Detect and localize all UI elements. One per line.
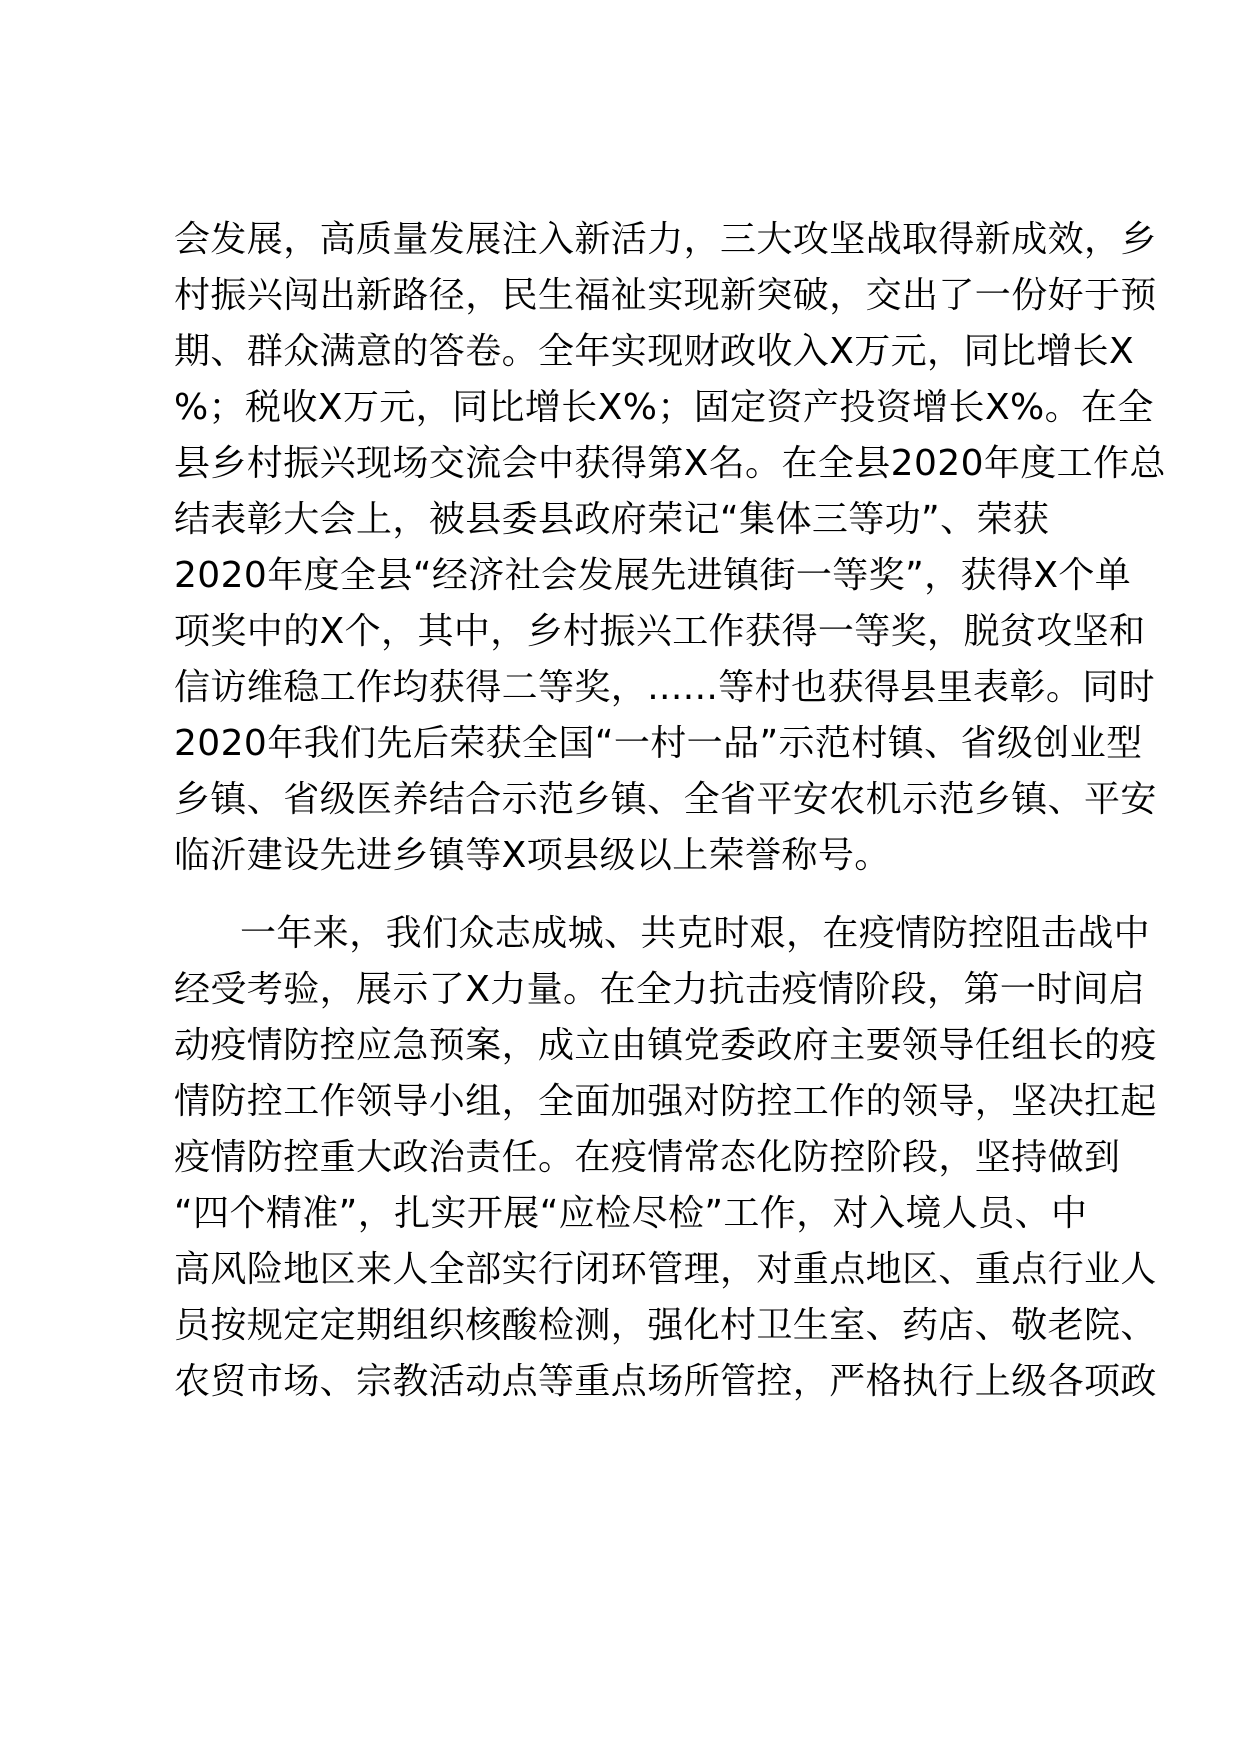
paragraph-2-line-7: 高风险地区来人全部实行闭环管理，对重点地区、重点行业人 — [174, 1249, 1157, 1290]
paragraph-1-line-7: 2020年度全县“经济社会发展先进镇街一等奖”，获得X个单 — [174, 555, 1132, 596]
paragraph-2-line-2: 经受考验，展示了X力量。在全力抗击疫情阶段，第一时间启 — [174, 969, 1146, 1010]
paragraph-1-line-10: 2020年我们先后荣获全国“一村一品”示范村镇、省级创业型 — [174, 723, 1143, 764]
paragraph-2-line-9: 农贸市场、宗教活动点等重点场所管控，严格执行上级各项政 — [174, 1361, 1157, 1402]
paragraph-2-line-5: 疫情防控重大政治责任。在疫情常态化防控阶段，坚持做到 — [174, 1137, 1121, 1178]
paragraph-1-line-4: %；税收X万元，同比增长X%；固定资产投资增长X%。在全 — [174, 387, 1154, 428]
paragraph-1-line-3: 期、群众满意的答卷。全年实现财政收入X万元，同比增长X — [174, 331, 1135, 372]
paragraph-2-line-1: 一年来，我们众志成城、共克时艰，在疫情防控阻击战中 — [240, 913, 1151, 954]
paragraph-1-line-9: 信访维稳工作均获得二等奖，......等村也获得县里表彰。同时 — [174, 667, 1156, 708]
paragraph-1-line-8: 项奖中的X个，其中，乡村振兴工作获得一等奖，脱贫攻坚和 — [174, 611, 1146, 652]
paragraph-1-line-11: 乡镇、省级医养结合示范乡镇、全省平安农机示范乡镇、平安 — [174, 779, 1157, 820]
paragraph-2-line-4: 情防控工作领导小组，全面加强对防控工作的领导，坚决扛起 — [174, 1081, 1157, 1122]
paragraph-1-line-5: 县乡村振兴现场交流会中获得第X名。在全县2020年度工作总 — [174, 443, 1166, 484]
paragraph-1-line-12: 临沂建设先进乡镇等X项县级以上荣誉称号。 — [174, 835, 891, 876]
paragraph-2-line-8: 员按规定定期组织核酸检测，强化村卫生室、药店、敬老院、 — [174, 1305, 1157, 1346]
paragraph-1-line-1: 会发展，高质量发展注入新活力，三大攻坚战取得新成效，乡 — [174, 219, 1157, 260]
paragraph-2-line-6: “四个精准”，扎实开展“应检尽检”工作，对入境人员、中 — [174, 1193, 1088, 1234]
paragraph-2-line-3: 动疫情防控应急预案，成立由镇党委政府主要领导任组长的疫 — [174, 1025, 1157, 1066]
paragraph-1-line-6: 结表彰大会上，被县委县政府荣记“集体三等功”、荣获 — [174, 499, 1050, 540]
paragraph-1-line-2: 村振兴闯出新路径，民生福祉实现新突破，交出了一份好于预 — [174, 275, 1157, 316]
